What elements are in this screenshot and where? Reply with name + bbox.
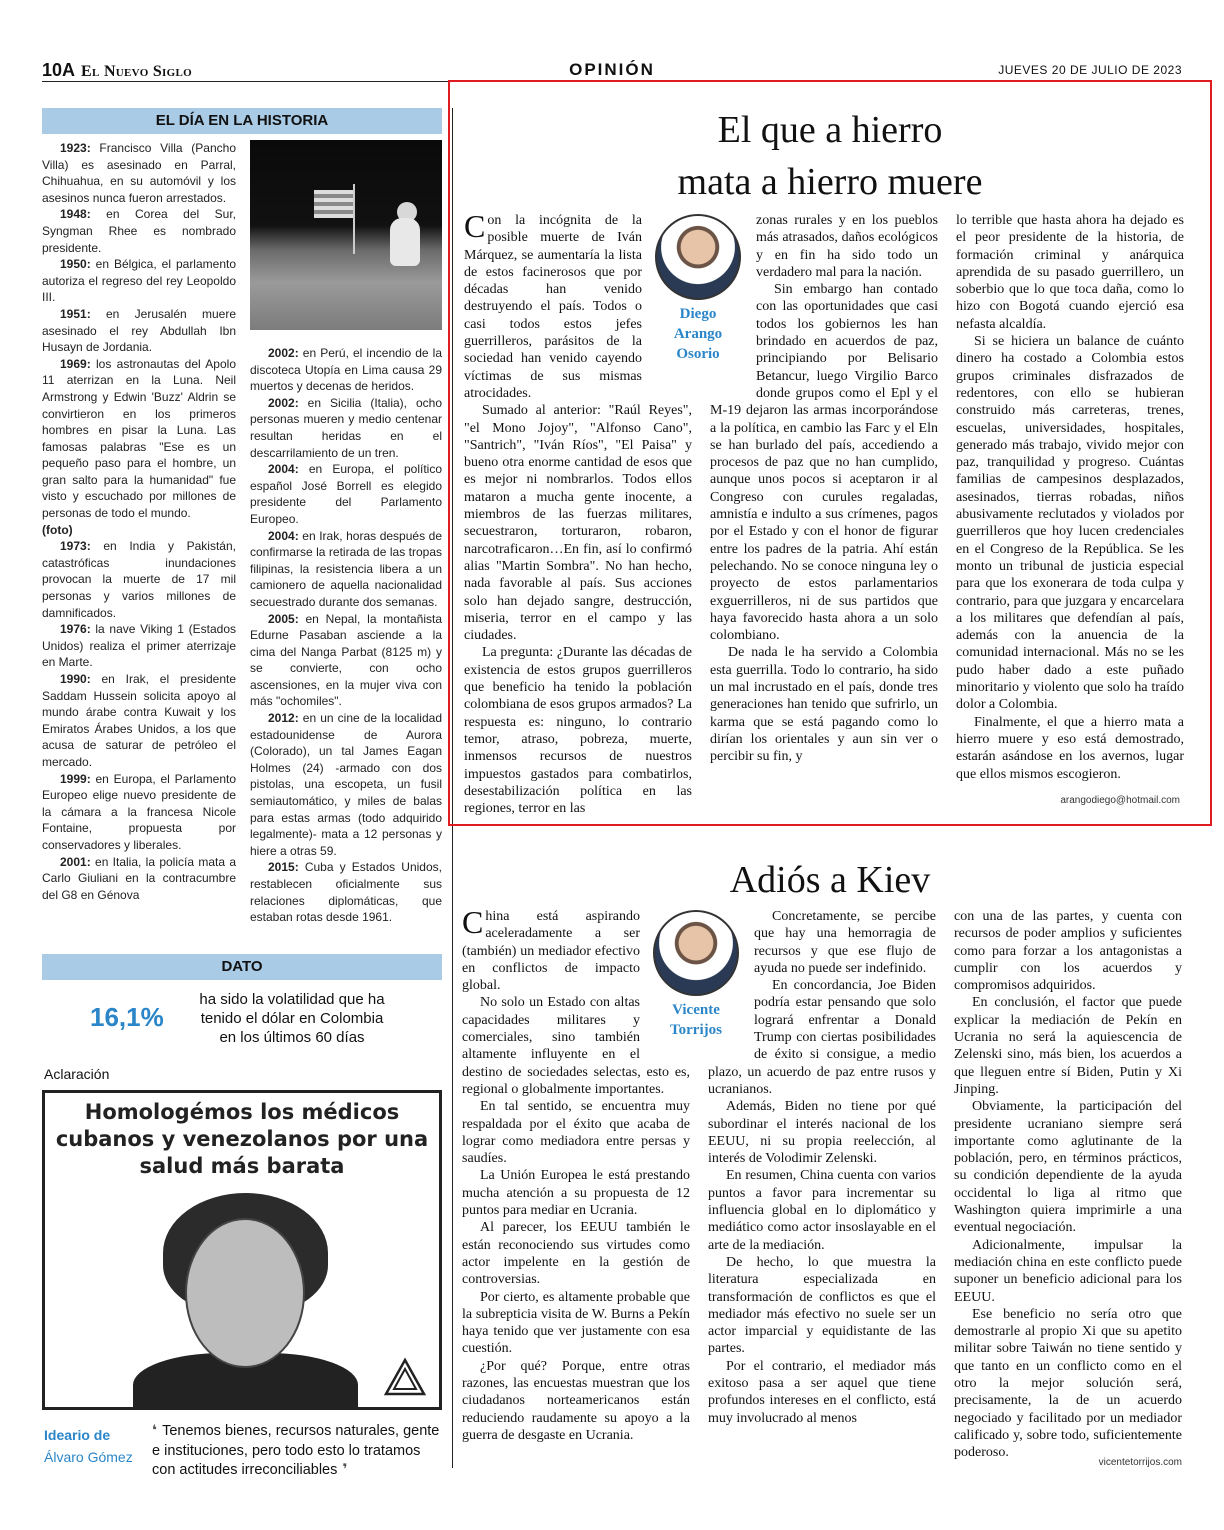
history-section — [42, 140, 442, 940]
astronaut-figure — [390, 218, 420, 266]
history-text: en Europa, el político español José Borrell es elegido presidente del Parlamento Europeo. — [250, 462, 442, 526]
history-entry — [250, 611, 442, 711]
history-entry — [42, 538, 236, 621]
paragraph-text: Adicionalmente, impulsar la mediación china en este conflicto puede suponer un beneficio adicional para los EEUU. — [954, 1237, 1182, 1305]
history-text: en Jerusalén muere asesinado el rey Abdullah Ibn Husayn de Jordania. — [42, 306, 236, 355]
history-text: en Sicilia (Italia), ocho personas mueren y medio centenar resultan heridas en el descarrilamiento de un tren. — [250, 395, 442, 460]
paragraph — [708, 1167, 936, 1253]
article1-title — [450, 104, 1210, 208]
flag-shape — [314, 190, 354, 218]
history-entry — [250, 345, 442, 395]
history-entry — [250, 528, 442, 611]
paragraph — [462, 1167, 690, 1219]
history-year: 2012: — [268, 711, 299, 726]
history-text: en Nepal, la montañista Edurne Pasaban asciende a la cima del Nanga Parbat (8125 m) y se convierte, con ocho ascensiones, en la mujer viva con más "ochomiles". — [250, 611, 442, 709]
paragraph — [956, 212, 1184, 333]
history-year: 1948: — [60, 207, 91, 222]
paragraph-text: Concretamente, se percibe que hay una hemorragia de recursos y que ese flujo de ayuda no puede ser indefinido. — [754, 909, 936, 976]
paragraph-text: De nada le ha servido a Colombia esta guerrilla. Todo lo contrario, ha sido un mal incrustado en el país, donde tres generaciones han tenido que sufrirlo, un karma que se está pagando como lo dirían los orientales y aun sin ver o percibir su fin, y — [710, 645, 938, 765]
history-text: los astronautas del Apolo 11 aterrizan en la Luna. Neil Armstrong y Edwin 'Buzz' Aldrin se convirtieron en los primeros hombres en pisar la Luna. Las famosas palabras "Ese es un pequeño paso para el hombre, un gran salto para la humanidad" fue visto y escuchado por millones de personas de todo el mundo. — [42, 356, 236, 521]
paragraph — [956, 333, 1184, 714]
dato-row — [42, 980, 442, 1054]
paragraph — [708, 1358, 936, 1427]
paragraph — [956, 714, 1184, 783]
ideario-label: Ideario de — [44, 1427, 111, 1443]
paragraph-text: La pregunta: ¿Durante las décadas de existencia de estos grupos guerrilleros que beneficio ha tenido la población colombiana de esos grupos armados? La respuesta es: ninguno, lo contrario temor, atraso, pobreza, muerte, inmensos recursos de nuestros impuestos gastados para combatirlos, desestabilización política en las regiones, terror en las — [464, 645, 692, 817]
article1-column-3 — [956, 212, 1184, 783]
page-number: 10A — [42, 60, 76, 80]
history-text: Francisco Villa (Pancho Villa) es asesinado en Parral, Chihuahua, en su automóvil y los asesinos nunca fueron arrestados. — [42, 141, 236, 205]
paragraph — [954, 1098, 1182, 1236]
paragraph-text: Además, Biden no tiene por qué subordinar el interés nacional de los EEUU, ni su propia reelección, al interés de Volodimir Zelenski. — [708, 1099, 936, 1167]
dato-number: 16,1% — [90, 1002, 164, 1032]
history-year: 1951: — [60, 306, 91, 321]
left-column — [42, 108, 442, 1480]
history-text: en India y Pakistán, catastróficas inundaciones provocan la muerte de 17 mil personas y varios millones de damnificados. — [42, 539, 236, 620]
section-title: OPINIÓN — [569, 60, 655, 79]
history-year: 1999: — [60, 771, 91, 786]
paragraph-text: hina está aspirando aceleradamente a ser (también) un mediador efectivo en conflictos de impacto global. — [462, 909, 640, 994]
paragraph-text: La Unión Europea le está prestando mucha atención a su propuesta de 12 puntos para mediar en Ucrania. — [462, 1168, 690, 1219]
dato-section — [42, 954, 442, 1054]
history-entry — [42, 256, 236, 306]
paragraph-text: Obviamente, la participación del presidente ucraniano siempre será importante como aglutinante de la población, pero, en términos prácticos, su condición dependiente de la ayuda occidental lo liga al ritmo que Washington quiera imprimirle a una eventual negociación. — [954, 1099, 1182, 1236]
history-heading: EL DÍA EN LA HISTORIA — [42, 108, 442, 134]
history-entry — [42, 854, 236, 904]
paragraph-text: No solo un Estado con altas capacidades militares y comerciales, sino también altamente influyente en el destino de sociedades selectas, esto es, regional o globalmente importantes. — [462, 995, 690, 1097]
history-year: 1969: — [60, 356, 91, 371]
paragraph-text: Por cierto, es altamente probable que la subrepticia visita de W. Burns a Pekín haya tenido que ver justamente con esa cuestión. — [462, 1289, 690, 1357]
history-text: en Italia, la policía mata a Carlo Giuliani en la contracumbre del G8 en Génova — [42, 854, 236, 902]
history-year: (foto) — [42, 522, 73, 537]
author-first-name: Vicente — [672, 1002, 720, 1018]
paragraph — [954, 908, 1182, 994]
history-text: Cuba y Estados Unidos, restablecen oficialmente sus relaciones diplomáticas, que estaban rotas desde 1961. — [250, 860, 442, 925]
quote-close-icon: ❜ — [337, 1462, 348, 1478]
ideario-quote — [152, 1422, 442, 1481]
history-year: 1976: — [60, 622, 91, 637]
flag-pole — [353, 184, 355, 254]
history-year: 2005: — [268, 611, 299, 626]
history-entry — [42, 306, 236, 356]
history-text: en Bélgica, el parlamento autoriza el regreso del rey Leopoldo III. — [42, 257, 236, 305]
paragraph-text: Por el contrario, el mediador más exitoso pasa a ser aquel que tiene profundos intereses en el conflicto, está muy involucrado al menos — [708, 1358, 936, 1426]
drop-cap: C — [464, 208, 486, 244]
history-entry — [42, 356, 236, 522]
article1-title-line1: El que a hierro — [717, 109, 943, 151]
ideario-quote-text: Tenemos bienes, recursos naturales, gente e instituciones, pero todo esto lo tratamos con actitudes irreconciliables — [152, 1423, 440, 1478]
caricature-title: Homologémos los médicos cubanos y venezolanos por una salud más barata — [55, 1100, 429, 1178]
history-entry — [42, 522, 236, 539]
paragraph-text: Finalmente, el que a hierro mata a hierro muere y eso está demostrado, estarán asándose en los avernos, lugar que ellos mismos escogieron. — [956, 714, 1184, 782]
article1-email: arangodiego@hotmail.com — [1060, 795, 1180, 806]
article1-title-line2: mata a hierro muere — [677, 161, 983, 203]
issue-date: JUEVES 20 DE JULIO DE 2023 — [998, 63, 1182, 77]
paragraph-text: lo terrible que hasta ahora ha dejado es el peor presidente de la historia, de formación criminal y anárquica aprendida de su pasado guerrillero, un soberbio que lo que toca daña, como lo hizo con Bogotá cuando ejerció esa nefasta alcaldía. — [956, 213, 1184, 332]
history-entry — [250, 461, 442, 527]
paragraph-text: En tal sentido, se encuentra muy respaldada por el éxito que acaba de lograr como mediadora entre persas y saudíes. — [462, 1099, 690, 1167]
paragraph — [708, 1098, 936, 1167]
history-year: 1990: — [60, 672, 91, 686]
article2-title: Adiós a Kiev — [729, 859, 931, 901]
article2-column-2 — [708, 908, 936, 1427]
history-text: en un cine de la localidad estadounidense de Aurora (Colorado), un tal James Eagan Holmes (24) -armado con dos pistolas, una escopeta, un fusil semiautomático, y miles de balas para estas armas (todo adquirido legalmente)- mata a 12 personas y hiere a otras 59. — [250, 711, 442, 858]
paragraph-text: En concordancia, Joe Biden podría estar pensando que solo logrará enfrentar a Donald Trump con ciertas posibilidades de éxito si consigue, a medio plazo, un acuerdo de paz entre rusos y ucranianos. — [708, 978, 936, 1097]
paragraph-text: Sin embargo han contado con las oportunidades que casi todos los gobiernos les han brindado en acuerdos de paz, principiando por Belisario Betancur, luego Virgilio Barco donde grupos como el Epl y el M-19 dejaron las armas incorporándose a la política, en cambio las Farc y el Eln se han burlado del país, accediendo a procesos de paz que no han cumplido, aunque unos pocos si aceptaron ir al Congreso con curules regaladas, amnistía e indulto a sus crímenes, pagos por el Estado y con el honor de figurar entre los padres de la patria. Ahí están pelechando. No se conoce ninguna ley o proyecto de estos parlamentarios exguerrilleros, ni de sus partidos que haya favorecido hasta ahora a un solo colombiano. — [710, 282, 938, 644]
paragraph — [710, 644, 938, 765]
paragraph-text: zonas rurales y en los pueblos más atrasados, daños ecológicos y en fin ha sido todo un verdadero mal para la nación. — [756, 213, 938, 280]
quote-open-icon: ❛ — [152, 1423, 163, 1439]
author-first-name: Diego — [679, 306, 717, 322]
history-entry — [250, 859, 442, 925]
history-text: en Europa, el Parlamento Europeo elige nuevo presidente de la cámara a la francesa Nicole Fontaine, propuesta por conservadores y liberales. — [42, 771, 236, 852]
wrap-spacer — [708, 908, 754, 1048]
paragraph-text: Sumado al anterior: "Raúl Reyes", "el Mono Jojoy", "Alfonso Cano", "Santrich", "Iván Ríos", "El Paisa" y bueno otra enorme cantidad de esos que es mejor ni nombrarlos. Todos ellos mataron a mucha gente inocente, a miembros de las fuerzas militares, secuestraron, torturaron, robaron, narcotraficaron…En fin, así lo confirmó alias "Martin Sombra". No han hecho, nada favorable al país. Sus acciones solo han dejado sangre, destrucción, miseria, terror en el campo y las ciudades. — [464, 403, 692, 644]
caricature-face — [185, 1218, 305, 1368]
dato-text: ha sido la volatilidad que ha tenido el dólar en Colombia en los últimos 60 días — [199, 991, 385, 1046]
paragraph — [462, 1289, 690, 1358]
article2-column-3 — [954, 908, 1182, 1462]
paper-name: El Nuevo Siglo — [81, 63, 192, 80]
history-year: 1950: — [60, 257, 91, 272]
ideario-section — [42, 1420, 442, 1480]
wrap-spacer — [710, 212, 756, 397]
author-last-name-1: Arango — [673, 326, 723, 342]
dato-heading: DATO — [42, 954, 442, 980]
paragraph-text: on la incógnita de la posible muerte de Iván Márquez, se aumentaría la lista de estos facinerosos que por décadas han venido destruyendo el país. Todos o casi todos estos jefes guerrilleros, parásitos de la sociedad han venido cayendo víctimas de sus mismas atrocidades. — [464, 213, 642, 401]
article2-website: vicentetorrijos.com — [1098, 1457, 1182, 1468]
history-year: 2001: — [60, 854, 91, 869]
paragraph — [464, 644, 692, 817]
paragraph-text: ¿Por qué? Porque, entre otras razones, las encuestas muestran que los ciudadanos norteamericanos están reduciendo raudamente su apoyo a la guerra de desgaste en Ucrania. — [462, 1358, 690, 1443]
history-year: 2002: — [268, 346, 299, 360]
paragraph-text: En resumen, China cuenta con varios puntos a favor para incrementar su influencia global en lo diplomático y mediático como actor insoslayable en el arte de la mediación. — [708, 1168, 936, 1253]
paragraph — [708, 1254, 936, 1358]
drop-cap: C — [462, 904, 484, 940]
history-text: en Irak, el presidente Saddam Hussein solicita apoyo al mundo árabe contra Kuwait y los Emiratos Árabes Unidos, a los que acusa de saturar de petróleo el mercado. — [42, 672, 236, 769]
paragraph-text: De hecho, lo que muestra la literatura especializada en transformación de conflictos es que el mediador más efectivo no suele ser un actor imparcial y equidistante de las partes. — [708, 1254, 936, 1357]
paragraph — [954, 1306, 1182, 1462]
paragraph-text: Si se hiciera un balance de cuánto dinero ha costado a Colombia estos grupos criminales disfrazados de redentores, con ello se hubieran construido más carreteras, trenes, escuelas, universidades, hospitales, generado más trabajo, vivido mejor con paz, tranquilidad y progreso. Cuántas familias de campesinos desplazados, asesinados, tierras robadas, niños abusivamente reclutados y violados por guerrilleros que hoy lucen credenciales en el Congreso de la República. Se les monto un tribunal de justicia especial para que los exonerara de toda culpa y contrario, para que juzgara y encarcelara a los militares que defendían al país, además con la anuencia de la comunidad internacional. Más no se les pudo haber dado a este puñado minoritario y violento que solo ha traído dolor a Colombia. — [956, 334, 1184, 713]
history-year: 2015: — [268, 860, 299, 875]
history-text: en Corea del Sur, Syngman Rhee es nombrado presidente. — [42, 207, 236, 255]
paragraph-text: con una de las partes, y cuenta con recursos de poder amplios y suficientes como para forzar a los antagonistas a cumplir con los acuerdos y compromisos adquiridos. — [954, 909, 1182, 994]
history-year: 2004: — [268, 462, 299, 477]
article-kiev — [448, 850, 1212, 1470]
paragraph — [464, 402, 692, 644]
history-column-a — [42, 140, 236, 903]
paragraph — [462, 1358, 690, 1444]
caricature — [42, 1090, 442, 1410]
history-entry — [42, 621, 236, 671]
history-entry — [250, 710, 442, 859]
author-last-name-2: Osorio — [676, 346, 720, 362]
history-text: la nave Viking 1 (Estados Unidos) realiza el primer aterrizaje en Marte. — [42, 622, 236, 670]
history-year: 1973: — [60, 539, 91, 554]
paragraph-text: Ese beneficio no sería otro que demostrarle al propio Xi que su apetito militar sobre Taiwán no tiene sentido y que tanto en un conflicto como en el otro la mejor solución será, precisamente, la de un acuerdo negociado y facilitado por un mediador calificado y, sobre todo, suficientemente poderoso. — [954, 1306, 1182, 1461]
paragraph — [954, 1237, 1182, 1306]
history-entry — [250, 395, 442, 461]
author-last-name: Torrijos — [670, 1022, 722, 1038]
history-text: en Irak, horas después de confirmarse la retirada de las tropas filipinas, la resistencia libera a un camionero de aquella nacionalidad secuestrado durante dos semanas. — [250, 528, 442, 609]
history-text: en Perú, el incendio de la discoteca Utopía en Lima causa 29 muertos y decenas de heridos. — [250, 346, 442, 394]
history-entry — [42, 771, 236, 854]
ideario-author — [44, 1424, 133, 1468]
ideario-name: Álvaro Gómez — [44, 1449, 133, 1465]
article1-column-2 — [710, 212, 938, 766]
history-entry — [42, 206, 236, 256]
history-year: 2002: — [268, 395, 299, 410]
paragraph-text: Al parecer, los EEUU también le están reconociendo sus virtudes como actor impelente en la gestión de controversias. — [462, 1220, 690, 1288]
history-entry — [42, 671, 236, 771]
artist-logo-icon — [383, 1357, 427, 1397]
paragraph-text: En conclusión, el factor que puede explicar la mediación de Pekín en Ucrania no será la aquiescencia de Zelenski sino, más bien, los acuerdos a que lleguen entre sí Biden, Putin y Xi Jinping. — [954, 995, 1182, 1097]
history-entry — [42, 140, 236, 206]
paragraph — [462, 1219, 690, 1288]
article-hierro — [448, 80, 1212, 826]
moon-landing-photo — [250, 140, 442, 330]
history-year: 1923: — [60, 141, 91, 155]
aclaracion-label: Aclaración — [44, 1066, 110, 1082]
paragraph — [954, 994, 1182, 1098]
history-column-b — [250, 345, 442, 926]
history-year: 2004: — [268, 528, 299, 543]
paragraph — [462, 1098, 690, 1167]
masthead — [42, 60, 1182, 82]
